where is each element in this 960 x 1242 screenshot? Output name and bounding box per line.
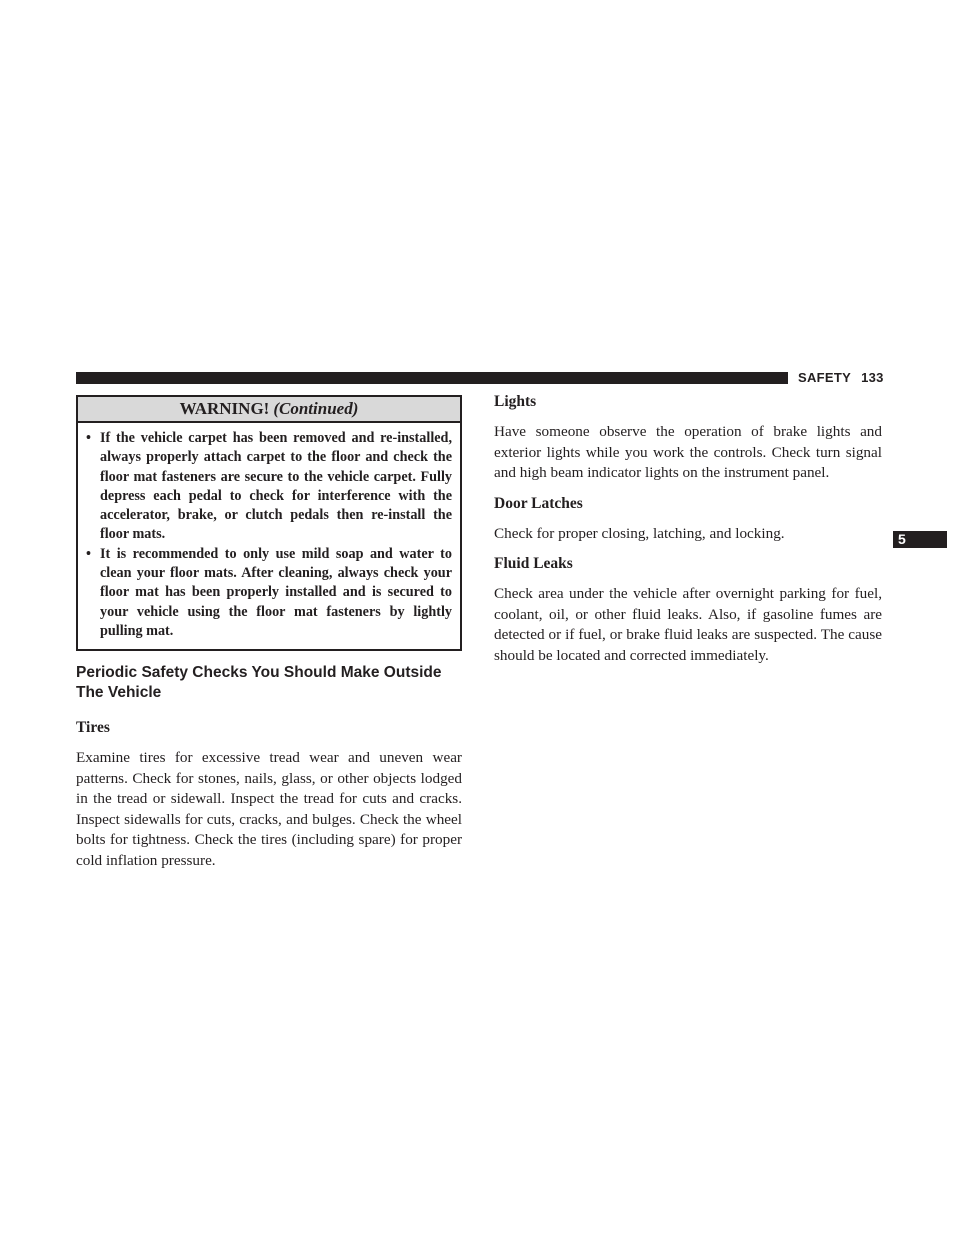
warning-item [84,545,452,641]
warning-continued: (Continued) [273,399,359,418]
lights-text: Have someone observe the operation of brake lights and exterior lights while you work the controls. Check turn signal and high beam indicator lights on the instrument panel. [494,423,882,481]
bullet-icon: • [86,430,91,446]
door-latches-text: Check for proper closing, latching, and locking. [494,524,785,542]
running-header [798,369,884,387]
right-column [494,392,882,666]
warning-item-text: It is recommended to only use mild soap and water to clean your floor mats. After cleaning, always check your floor mat has been properly installed and is secured to your vehicle using the floor mat fasteners by lightly pulling mat. [100,545,452,639]
warning-list [78,423,460,649]
tires-text: Examine tires for excessive tread wear and uneven wear patterns. Check for stones, nails, glass, or other objects lodged in the tread or sidewall. Inspect the tread for cuts and cracks. Inspect sidewalls for cuts, cracks, and bulges. Check the wheel bolts for tightness. Check the tires (including spare) for proper cold inflation pressure. [76,749,462,869]
fluid-leaks-heading: Fluid Leaks [494,555,573,572]
page-number: 133 [861,370,884,385]
header-rule [76,372,788,384]
section-name: SAFETY [798,370,852,385]
warning-box [76,395,462,651]
warning-header [78,397,460,423]
warning-item-text: If the vehicle carpet has been removed and re-installed, always properly attach carpet to the floor and check the floor mat fasteners are secure to the vehicle carpet. Fully depress each pedal to check for interference with the accelerator, brake, or clutch pedals then re-install the floor mats. [100,430,452,543]
chapter-tab: 5 [893,531,947,548]
tires-heading: Tires [76,719,110,737]
door-latches-heading: Door Latches [494,494,583,512]
bullet-icon: • [86,545,91,562]
fluid-leaks-text: Check area under the vehicle after overnight parking for fuel, coolant, oil, or other fluid leaks. Also, if gasoline fumes are detected or if fuel, or brake fluid leaks are suspected. The cause should be located and corrected immediately. [494,585,882,664]
warning-item [84,429,452,545]
section-heading: Periodic Safety Checks You Should Make Outside The Vehicle [76,664,442,702]
lights-heading: Lights [494,393,537,410]
warning-title: WARNING! [179,399,270,418]
left-column [76,395,462,871]
